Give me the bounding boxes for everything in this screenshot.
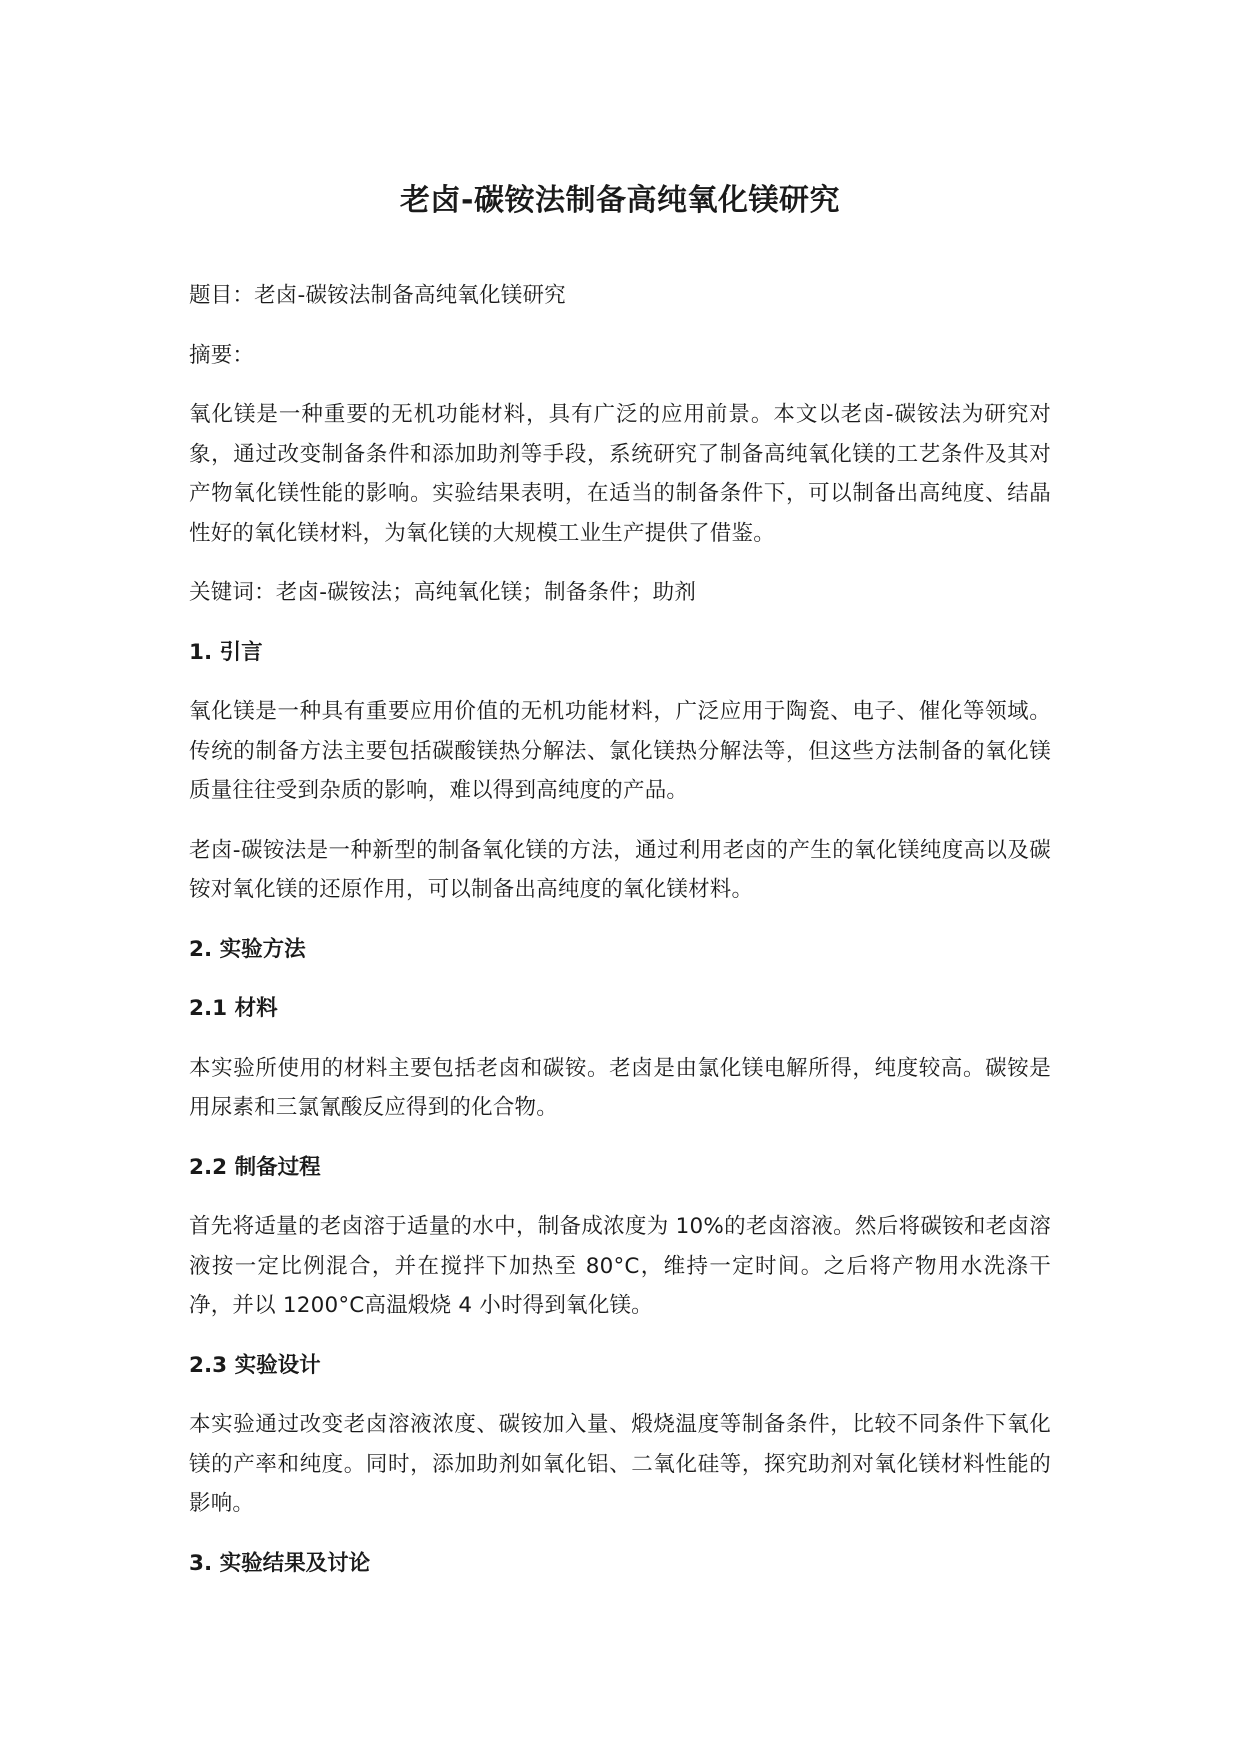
introduction-paragraph-2: 老卤-碳铵法是一种新型的制备氧化镁的方法，通过利用老卤的产生的氧化镁纯度高以及碳铵对氧化镁的还原作用，可以制备出高纯度的氧化镁材料。: [189, 837, 1051, 902]
abstract-text: 氧化镁是一种重要的无机功能材料，具有广泛的应用前景。本文以老卤-碳铵法为研究对象，通过改变制备条件和添加助剂等手段，系统研究了制备高纯氧化镁的工艺条件及其对产物氧化镁性能的影响。实验结果表明，在适当的制备条件下，可以制备出高纯度、结晶性好的氧化镁材料，为氧化镁的大规模工业生产提供了借鉴。: [189, 402, 1051, 546]
section-heading-introduction: 1. 引言: [189, 639, 263, 665]
topic-line: 题目：老卤-碳铵法制备高纯氧化镁研究: [189, 283, 566, 308]
section-heading-methods: 2. 实验方法: [189, 936, 306, 962]
preparation-paragraph: 首先将适量的老卤溶于适量的水中，制备成浓度为 10%的老卤溶液。然后将碳铵和老卤溶液按一定比例混合，并在搅拌下加热至 80°C，维持一定时间。之后将产物用水洗涤干净，并以 1200°C高温煅烧 4 小时得到氧化镁。: [189, 1214, 1051, 1318]
design-paragraph: 本实验通过改变老卤溶液浓度、碳铵加入量、煅烧温度等制备条件，比较不同条件下氧化镁的产率和纯度。同时，添加助剂如氧化铝、二氧化硅等，探究助剂对氧化镁材料性能的影响。: [189, 1412, 1051, 1516]
subsection-heading-materials: 2.1 材料: [189, 996, 278, 1021]
document-page: [189, 178, 1051, 1603]
subsection-heading-preparation: 2.2 制备过程: [189, 1154, 321, 1180]
subsection-heading-design: 2.3 实验设计: [189, 1352, 321, 1378]
materials-paragraph: 本实验所使用的材料主要包括老卤和碳铵。老卤是由氯化镁电解所得，纯度较高。碳铵是用尿素和三氯氰酸反应得到的化合物。: [189, 1055, 1051, 1120]
introduction-paragraph-1: 氧化镁是一种具有重要应用价值的无机功能材料，广泛应用于陶瓷、电子、催化等领域。传统的制备方法主要包括碳酸镁热分解法、氯化镁热分解法等，但这些方法制备的氧化镁质量往往受到杂质的影响，难以得到高纯度的产品。: [189, 699, 1051, 803]
keywords-line: 关键词：老卤-碳铵法；高纯氧化镁；制备条件；助剂: [189, 580, 697, 605]
section-heading-results: 3. 实验结果及讨论: [189, 1550, 371, 1576]
document-title: 老卤-碳铵法制备高纯氧化镁研究: [400, 183, 840, 218]
abstract-label: 摘要：: [189, 342, 255, 368]
